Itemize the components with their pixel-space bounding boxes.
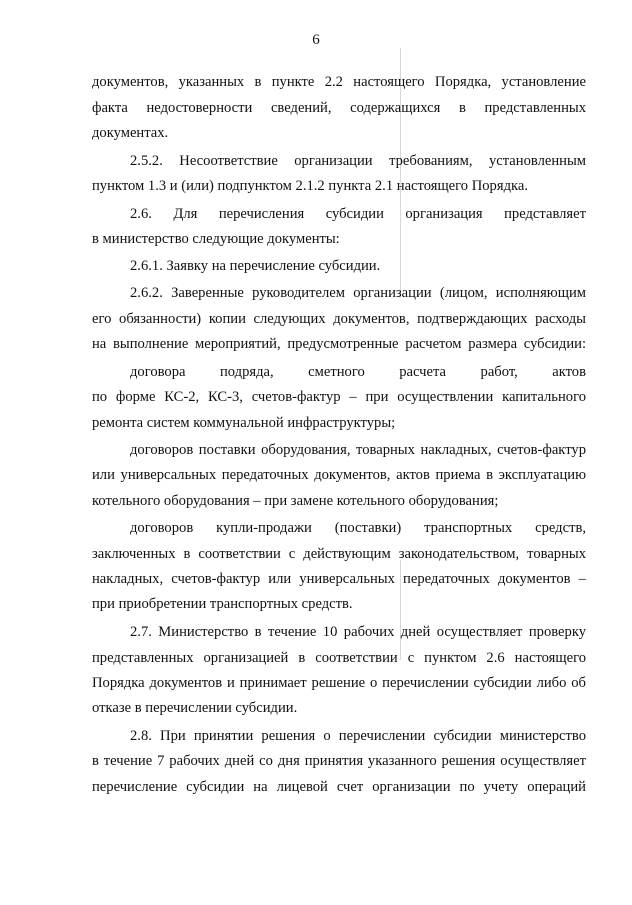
text-line: на выполнение мероприятий, предусмотренные расчетом размера субсидии: [92, 336, 586, 352]
text-line: документах. [92, 125, 169, 141]
paragraph-first-line: 2.6. Для перечисления субсидии организация представляет [130, 206, 586, 222]
text-line: Порядка документов и принимает решение о перечислении субсидии либо об [92, 675, 586, 691]
text-line: факта недостоверности сведений, содержащихся в представленных [92, 100, 586, 116]
paragraph-first-line: 2.7. Министерство в течение 10 рабочих дней осуществляет проверку [130, 624, 586, 640]
text-line: пунктом 1.3 и (или) подпунктом 2.1.2 пункта 2.1 настоящего Порядка. [92, 178, 528, 194]
text-line: отказе в перечислении субсидии. [92, 700, 298, 716]
paragraph-first-line: 2.8. При принятии решения о перечислении субсидии министерство [130, 728, 586, 744]
paragraph-first-line: 2.5.2. Несоответствие организации требованиям, установленным [130, 153, 586, 169]
page-number: 6 [312, 32, 320, 48]
text-line: накладных, счетов-фактур или универсальных передаточных документов – [92, 571, 586, 587]
paragraph-first-line: 2.6.2. Заверенные руководителем организации (лицом, исполняющим [130, 285, 586, 301]
text-line: или универсальных передаточных документов, актов приема в эксплуатацию [92, 467, 586, 483]
text-line: перечисление субсидии на лицевой счет организации по учету операций [92, 779, 586, 795]
text-line: котельного оборудования – при замене котельного оборудования; [92, 493, 499, 509]
list-item-first-line: договоров купли-продажи (поставки) транспортных средств, [130, 520, 586, 536]
text-line: ремонта систем коммунальной инфраструктуры; [92, 415, 396, 431]
text-line: при приобретении транспортных средств. [92, 596, 353, 612]
text-line: в министерство следующие документы: [92, 231, 340, 247]
text-line: по форме КС-2, КС-3, счетов-фактур – при осуществлении капитального [92, 389, 586, 405]
paragraph-first-line: 2.6.1. Заявку на перечисление субсидии. [130, 258, 381, 274]
text-line: его обязанности) копии следующих документов, подтверждающих расходы [92, 311, 586, 327]
text-line: документов, указанных в пункте 2.2 настоящего Порядка, установление [92, 74, 586, 90]
text-line: представленных организацией в соответствии с пунктом 2.6 настоящего [92, 650, 586, 666]
text-line: заключенных в соответствии с действующим законодательством, товарных [92, 546, 586, 562]
list-item-first-line: договоров поставки оборудования, товарных накладных, счетов-фактур [130, 442, 586, 458]
text-line: в течение 7 рабочих дней со дня принятия указанного решения осуществляет [92, 753, 586, 769]
list-item-first-line: договора подряда, сметного расчета работ, актов [130, 364, 586, 380]
